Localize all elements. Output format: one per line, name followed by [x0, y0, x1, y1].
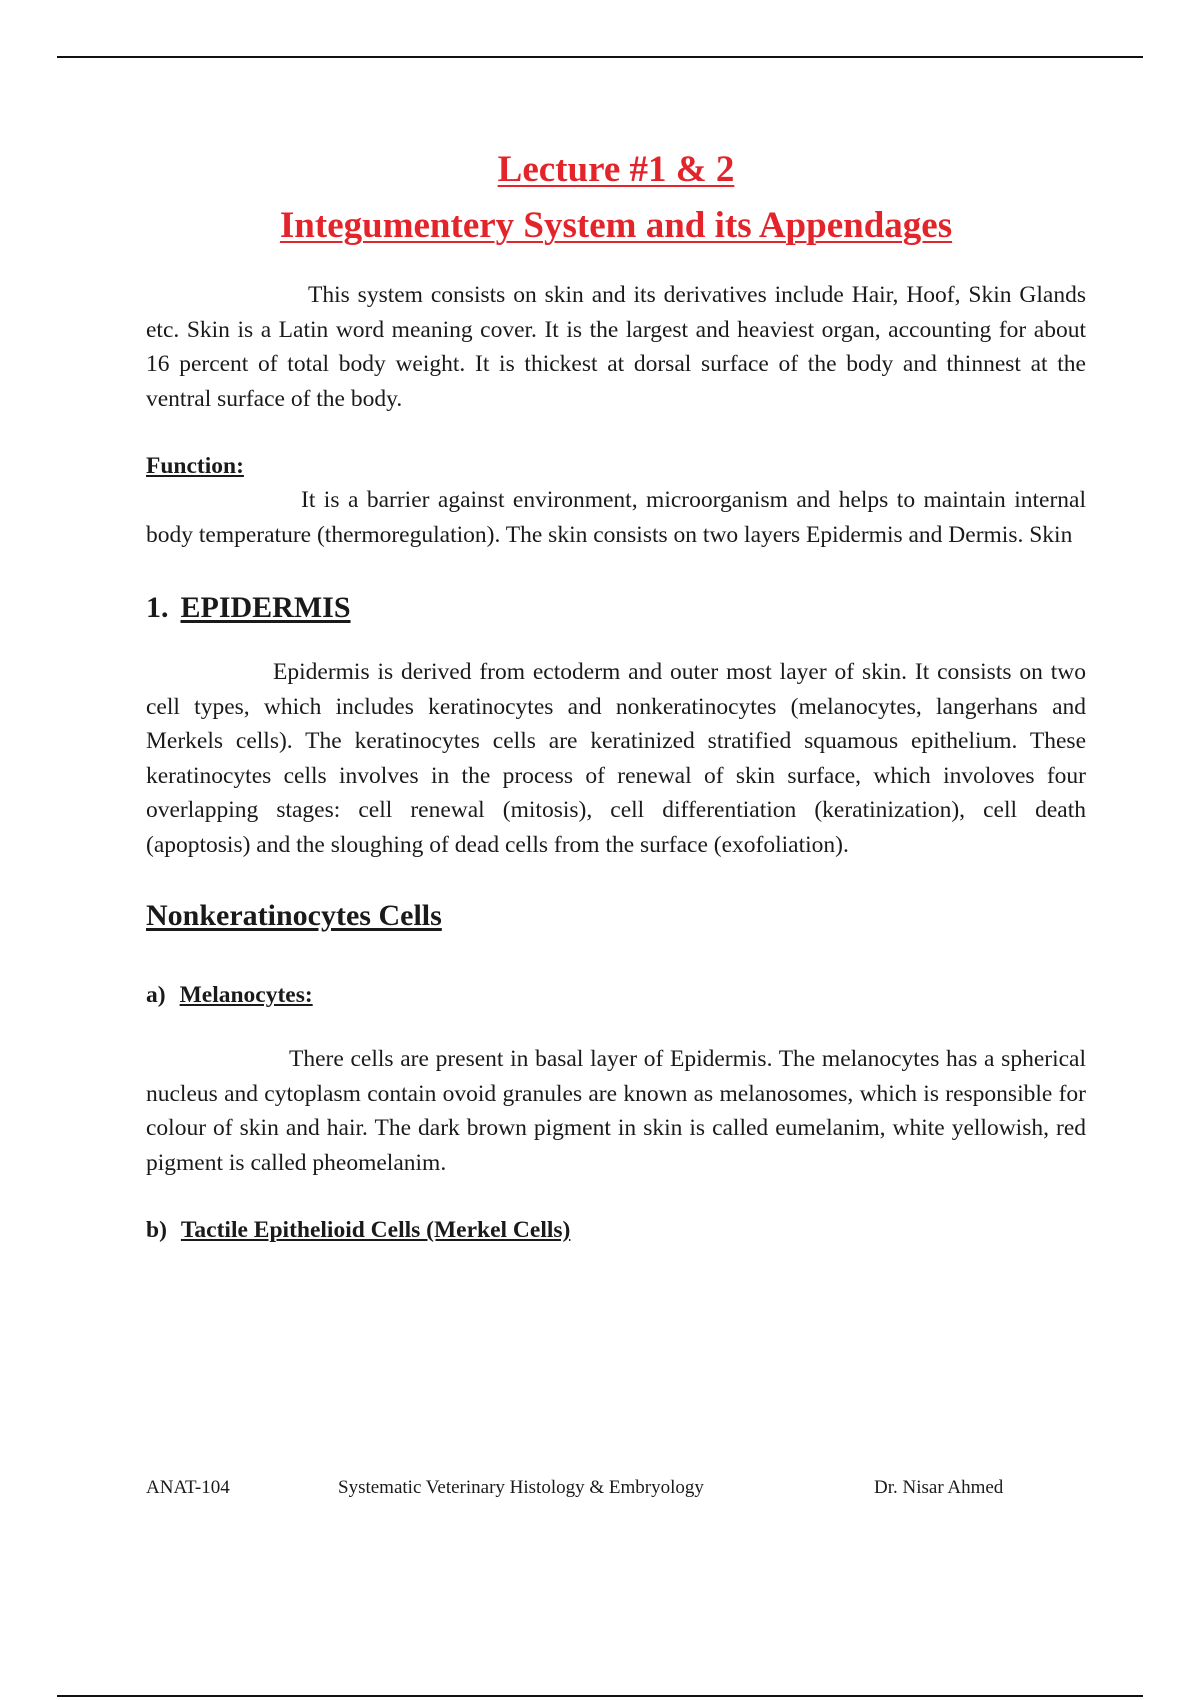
melanocytes-paragraph: There cells are present in basal layer of Epidermis. The melanocytes has a spherical nucleus and cytoplasm contain ovoid granules are known as melanosomes, which is responsible for colour of skin and hair. The dark brown pigment in skin is called eumelanim, white yellowish, red pigment is called pheomelanim.	[146, 1046, 1086, 1176]
melanocytes-title: Melanocytes:	[179, 982, 313, 1008]
melanocytes-heading	[146, 978, 1086, 1012]
merkel-letter: b)	[146, 1217, 167, 1243]
epidermis-title: EPIDERMIS	[180, 591, 351, 624]
footer-author: Dr. Nisar Ahmed	[874, 1477, 1004, 1498]
epidermis-number: 1.	[146, 591, 169, 624]
function-paragraph: It is a barrier against environment, microorganism and helps to maintain internal body temperature (thermoregulation). The skin consists on two layers Epidermis and Dermis. Skin	[146, 487, 1086, 548]
intro-paragraph: This system consists on skin and its derivatives include Hair, Hoof, Skin Glands etc. Skin is a Latin word meaning cover. It is the largest and heaviest organ, accounting for about 16 percent of total body weight. It is thickest at dorsal surface of the body and thinnest at the ventral surface of the body.	[146, 282, 1086, 412]
page-title	[146, 142, 1086, 254]
footer-course-title: Systematic Veterinary Histology & Embryology	[338, 1477, 704, 1498]
title-line-1: Lecture #1 & 2	[497, 149, 735, 190]
nonkeratinocytes-heading: Nonkeratinocytes Cells	[146, 899, 442, 932]
document-body	[146, 278, 1086, 1247]
footer-course-code: ANAT-104	[146, 1477, 230, 1498]
top-rule	[57, 56, 1143, 58]
melanocytes-letter: a)	[146, 982, 166, 1008]
bottom-rule	[57, 1695, 1143, 1697]
epidermis-heading	[146, 588, 1086, 628]
epidermis-paragraph: Epidermis is derived from ectoderm and outer most layer of skin. It consists on two cell types, which includes keratinocytes and nonkeratinocytes (melanocytes, langerhans and Merkels cells). The keratinocytes cells are keratinized stratified squamous epithelium. These keratinocytes cells involves in the process of renewal of skin surface, which involoves four overlapping stages: cell renewal (mitosis), cell differentiation (keratinization), cell death (apoptosis) and the sloughing of dead cells from the surface (exofoliation).	[146, 659, 1086, 858]
function-heading: Function:	[146, 453, 244, 479]
title-line-2: Integumentery System and its Appendages	[279, 205, 953, 246]
merkel-heading	[146, 1213, 1086, 1247]
merkel-title: Tactile Epithelioid Cells (Merkel Cells)	[180, 1217, 571, 1243]
